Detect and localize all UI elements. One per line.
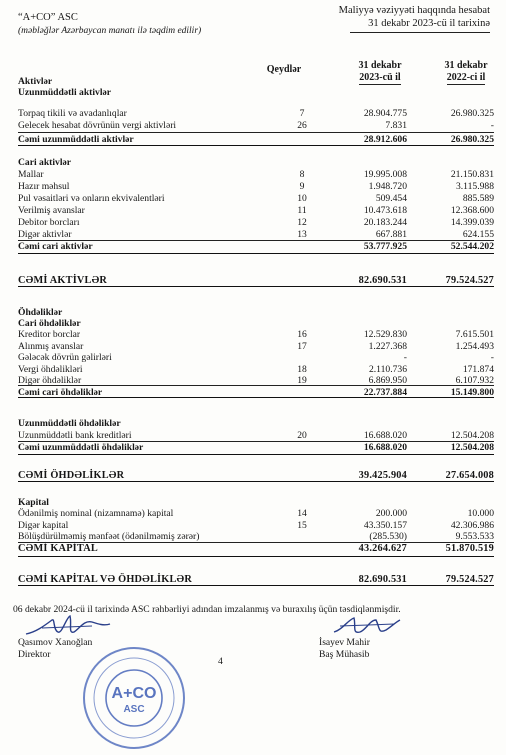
row-label: Debitor borcları: [18, 217, 80, 228]
column-2023-line2: 2023-cü il: [359, 72, 401, 83]
row-label: CƏMİ AKTİVLƏR: [18, 275, 108, 286]
row-value-2022: 3.115.988: [455, 181, 494, 192]
row-value-2023: 82.690.531: [358, 275, 407, 286]
row-label: Digər kapital: [18, 520, 69, 531]
table-row: [18, 520, 494, 531]
row-label: Ödənilmiş nominal (nizamnamə) kapital: [18, 508, 174, 519]
row-value-2022: 21.150.831: [450, 169, 494, 180]
table-row: [18, 352, 494, 363]
notes-column-header: Qeydlər: [266, 64, 302, 75]
row-note: 13: [297, 229, 307, 240]
page-number: 4: [218, 656, 223, 667]
row-label: Kapital: [18, 497, 49, 508]
row-value-2022: -: [490, 352, 494, 363]
company-name: “A+CO” ASC: [18, 12, 78, 23]
row-value-2023: (285.530): [369, 531, 407, 542]
row-value-2022: 885.589: [462, 193, 494, 204]
row-value-2023: 1.227.368: [368, 341, 407, 352]
row-note: 12: [297, 217, 307, 228]
column-2023-line1: 31 dekabr: [358, 60, 402, 71]
row-value-2022: 27.654.008: [445, 470, 494, 481]
row-note: 18: [297, 364, 307, 375]
row-label: Vergi öhdəlikləri: [18, 364, 83, 375]
row-value-2023: 16.688.020: [363, 430, 407, 441]
table-rule: [18, 385, 494, 386]
row-value-2022: 51.870.519: [445, 543, 494, 554]
row-value-2022: 1.254.493: [455, 341, 494, 352]
row-note: 11: [297, 205, 307, 216]
row-label: Gələcək dövrün gəlirləri: [18, 352, 112, 363]
row-label: Digər aktivlər: [18, 229, 72, 240]
table-row: [18, 157, 494, 168]
table-row: [18, 229, 494, 240]
row-label: Uzunmüddətli aktivlər: [18, 87, 112, 98]
row-label: Uzunmüddətli bank kreditləri: [18, 430, 132, 441]
row-value-2023: 2.110.736: [368, 364, 407, 375]
row-label: CƏMİ ÖHDƏLİKLƏR: [18, 470, 125, 481]
table-row: [18, 508, 494, 519]
table-row: [18, 275, 494, 286]
row-value-2022: 12.368.600: [450, 205, 494, 216]
row-note: 7: [299, 108, 305, 119]
table-row: [18, 87, 494, 98]
row-value-2022: 171.874: [462, 364, 494, 375]
table-row: [18, 531, 494, 542]
table-rule: [18, 556, 494, 557]
director-title: Direktor: [18, 649, 51, 660]
table-row: [18, 574, 494, 585]
row-note: 15: [297, 520, 307, 531]
row-value-2022: -: [490, 120, 494, 131]
row-label: Aktivlər: [18, 76, 53, 87]
row-label: Gelecek hesabat dövrünün vergi aktivləri: [18, 120, 177, 131]
table-row: [18, 318, 494, 329]
table-row: [18, 497, 494, 508]
row-label: Cari aktivlər: [18, 157, 72, 168]
table-row: [18, 241, 494, 252]
row-label: Alınmış avanslar: [18, 341, 84, 352]
row-value-2023: 6.869.950: [368, 375, 407, 386]
table-rule: [18, 397, 494, 398]
row-label: CƏMİ KAPİTAL VƏ ÖHDƏLİKLƏR: [18, 574, 192, 585]
row-note: 8: [299, 169, 305, 180]
column-2022-line1: 31 dekabr: [444, 60, 488, 71]
row-label: Cari öhdəliklər: [18, 318, 81, 329]
row-label: Hazır məhsul: [18, 181, 70, 192]
row-value-2023: 16.688.020: [363, 442, 407, 453]
accountant-signature: [330, 612, 402, 640]
row-label: Cəmi cari aktivlər: [18, 241, 93, 252]
row-label: Cəmi uzunmüddətli öhdəliklər: [18, 442, 144, 453]
row-note: 20: [297, 430, 307, 441]
table-row: [18, 76, 494, 87]
row-label: Pul vəsaitləri və onların ekvivalentləri: [18, 193, 165, 204]
row-value-2023: 509.454: [375, 193, 407, 204]
report-date: 31 dekabr 2023-cü il tarixinə: [368, 18, 490, 29]
row-value-2022: 9.553.533: [455, 531, 494, 542]
stamp-text: A+CO: [111, 685, 157, 702]
table-rule: [18, 481, 494, 482]
row-value-2022: 6.107.932: [455, 375, 494, 386]
row-value-2023: 20.183.244: [363, 217, 407, 228]
row-value-2022: 14.399.039: [450, 217, 494, 228]
table-row: [18, 341, 494, 352]
row-value-2023: 1.948.720: [368, 181, 407, 192]
row-value-2022: 7.615.501: [455, 329, 494, 340]
row-value-2023: -: [403, 352, 407, 363]
table-rule: [18, 145, 494, 146]
row-value-2022: 26.980.325: [450, 108, 494, 119]
table-row: [18, 442, 494, 453]
currency-note: (məbləğlər Azərbaycan manatı ilə təqdim edilir): [18, 26, 202, 36]
accountant-name: İsayev Mahir: [319, 637, 370, 648]
table-row: [18, 543, 494, 554]
table-row: [18, 169, 494, 180]
accountant-block: [319, 637, 370, 661]
company-stamp: [79, 646, 189, 750]
header-underline: [350, 32, 490, 33]
table-rule: [18, 454, 494, 455]
row-note: 9: [299, 181, 305, 192]
row-value-2023: 7.831: [385, 120, 407, 131]
row-label: Mallar: [18, 169, 44, 180]
table-row: [18, 193, 494, 204]
row-value-2023: 82.690.531: [358, 574, 407, 585]
table-row: [18, 217, 494, 228]
row-label: Cəmi cari öhdəliklər: [18, 387, 103, 398]
row-value-2023: 22.737.884: [363, 387, 407, 398]
table-row: [18, 470, 494, 481]
row-value-2022: 624.155: [462, 229, 494, 240]
accountant-title: Baş Mühasib: [319, 649, 370, 660]
row-label: Verilmiş avanslar: [18, 205, 85, 216]
table-rule: [18, 240, 494, 241]
row-value-2023: 19.995.008: [363, 169, 407, 180]
table-row: [18, 430, 494, 441]
approval-note: 06 dekabr 2024-cü il tarixində ASC rəhbərliyi adından imzalanmış və buraxılış üçün təsdiqlənmişdir.: [13, 604, 401, 615]
row-label: Bölüşdürülməmiş mənfəət (ödənilməmiş zərər): [18, 531, 200, 542]
row-note: 26: [297, 120, 307, 131]
row-value-2022: 15.149.800: [450, 387, 494, 398]
table-rule: [18, 132, 494, 133]
row-value-2023: 200.000: [375, 508, 407, 519]
stamp-subtext: ASC: [123, 704, 145, 715]
row-value-2022: 79.524.527: [445, 275, 494, 286]
row-value-2022: 12.504.208: [450, 430, 494, 441]
row-value-2023: 12.529.830: [363, 329, 407, 340]
row-note: 16: [297, 329, 307, 340]
table-row: [18, 307, 494, 318]
row-label: Uzunmüddətli öhdəliklər: [18, 418, 121, 429]
row-value-2022: 52.544.202: [450, 241, 494, 252]
table-row: [18, 134, 494, 145]
row-value-2023: 28.904.775: [363, 108, 407, 119]
table-row: [18, 120, 494, 131]
table-rule: [18, 286, 494, 287]
row-value-2022: 42.306.986: [450, 520, 494, 531]
row-value-2023: 10.473.618: [363, 205, 407, 216]
row-value-2023: 28.912.606: [363, 134, 407, 145]
row-value-2023: 53.777.925: [363, 241, 407, 252]
row-label: Digər öhdəliklər: [18, 375, 82, 386]
row-label: Torpaq tikili və avadanlıqlar: [18, 108, 127, 119]
table-row: [18, 108, 494, 119]
table-row: [18, 364, 494, 375]
table-rule: [18, 585, 494, 586]
column-2022-line2: 2022-ci il: [446, 72, 486, 83]
table-rule: [18, 441, 494, 442]
row-label: Cəmi uzunmüddətli aktivlər: [18, 134, 134, 145]
row-label: CƏMİ KAPİTAL: [18, 543, 98, 554]
row-note: 14: [297, 508, 307, 519]
row-value-2023: 43.350.157: [363, 520, 407, 531]
row-value-2022: 12.504.208: [450, 442, 494, 453]
row-note: 19: [297, 375, 307, 386]
row-value-2023: 39.425.904: [358, 470, 407, 481]
table-row: [18, 418, 494, 429]
row-value-2023: 43.264.627: [358, 543, 407, 554]
table-rule: [18, 253, 494, 254]
row-note: 17: [297, 341, 307, 352]
row-value-2022: 79.524.527: [445, 574, 494, 585]
row-value-2023: 667.881: [375, 229, 407, 240]
table-row: [18, 329, 494, 340]
table-row: [18, 205, 494, 216]
director-name: Qasımov Xanoğlan: [18, 637, 93, 648]
row-value-2022: 26.980.325: [450, 134, 494, 145]
row-label: Öhdəliklər: [18, 307, 63, 318]
table-rule: [18, 542, 494, 543]
row-label: Kreditor borclar: [18, 329, 81, 340]
row-note: 10: [297, 193, 307, 204]
director-signature: [22, 612, 112, 640]
report-title: Maliyyə vəziyyəti haqqında hesabat: [338, 5, 490, 16]
table-row: [18, 181, 494, 192]
row-value-2022: 10.000: [467, 508, 494, 519]
